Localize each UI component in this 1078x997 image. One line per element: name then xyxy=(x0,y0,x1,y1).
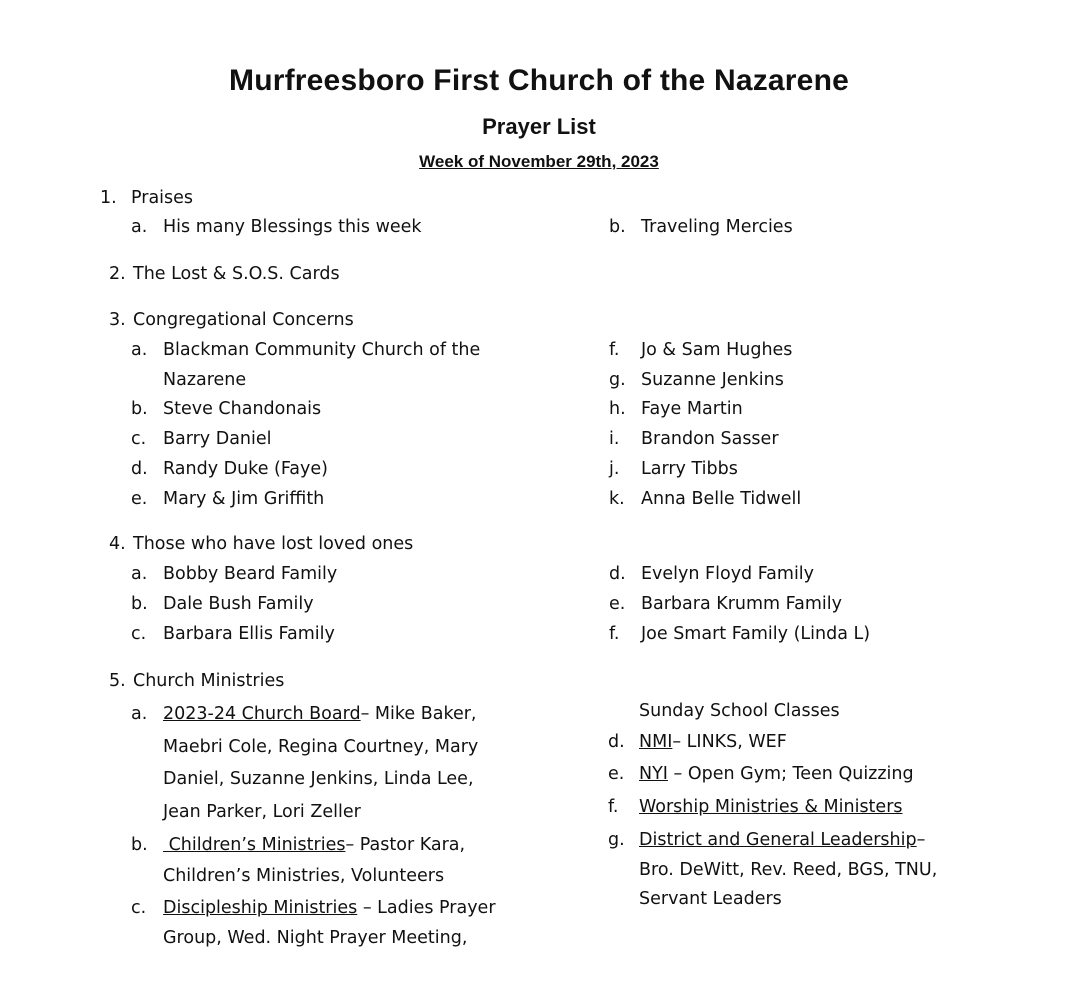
section-ministries-heading: 5. Church Ministries xyxy=(109,671,285,691)
list-item-continuation: Children’s Ministries, Volunteers xyxy=(163,866,445,886)
section-concerns-heading: 3. Congregational Concerns xyxy=(109,310,354,330)
list-item: b. Dale Bush Family xyxy=(131,594,314,614)
list-item-continuation: Daniel, Suzanne Jenkins, Linda Lee, xyxy=(163,769,474,789)
list-item: g. Suzanne Jenkins xyxy=(609,370,784,390)
list-item: a. 2023-24 Church Board– Mike Baker, xyxy=(131,704,477,724)
section-praises-heading: 1. Praises xyxy=(100,188,194,208)
worship-ministries-label: Worship Ministries & Ministers xyxy=(639,797,903,817)
list-item: b. Steve Chandonais xyxy=(131,399,322,419)
list-item: b. Children’s Ministries– Pastor Kara, xyxy=(131,835,466,855)
list-item: e. NYI – Open Gym; Teen Quizzing xyxy=(608,764,914,784)
nyi-label: NYI xyxy=(639,764,668,784)
list-item-continuation: Bro. DeWitt, Rev. Reed, BGS, TNU, xyxy=(639,860,938,880)
list-item: f. Jo & Sam Hughes xyxy=(609,340,793,360)
list-item: e. Mary & Jim Griffith xyxy=(131,489,325,509)
list-item: a. Bobby Beard Family xyxy=(131,564,338,584)
list-item: f. Joe Smart Family (Linda L) xyxy=(609,624,871,644)
list-item: f. Worship Ministries & Ministers xyxy=(608,797,903,817)
list-item: d. NMI– LINKS, WEF xyxy=(608,732,787,752)
list-item: k. Anna Belle Tidwell xyxy=(609,489,802,509)
childrens-ministries-label: Children’s Ministries xyxy=(163,835,346,855)
nmi-label: NMI xyxy=(639,732,673,752)
list-item: j. Larry Tibbs xyxy=(609,459,738,479)
district-leadership-label: District and General Leadership xyxy=(639,830,917,850)
discipleship-ministries-label: Discipleship Ministries xyxy=(163,898,358,918)
list-item-continuation: Servant Leaders xyxy=(639,889,782,909)
list-item: b. Traveling Mercies xyxy=(609,217,793,237)
document-title: Murfreesboro First Church of the Nazarene xyxy=(229,64,849,97)
list-item-continuation: Nazarene xyxy=(163,370,247,390)
list-item-continuation: Jean Parker, Lori Zeller xyxy=(163,802,361,822)
section-loved-ones-heading: 4. Those who have lost loved ones xyxy=(109,534,414,554)
list-item-continuation: Maebri Cole, Regina Courtney, Mary xyxy=(163,737,479,757)
document-subtitle: Prayer List xyxy=(482,114,596,139)
section-lost-heading: 2. The Lost & S.O.S. Cards xyxy=(109,264,340,284)
week-date: Week of November 29th, 2023 xyxy=(419,152,659,171)
list-item: h. Faye Martin xyxy=(609,399,743,419)
list-item: c. Barbara Ellis Family xyxy=(131,624,335,644)
list-item: c. Barry Daniel xyxy=(131,429,272,449)
list-item: c. Discipleship Ministries – Ladies Prayer xyxy=(131,898,496,918)
list-item: a. Blackman Community Church of the xyxy=(131,340,481,360)
list-item-continuation: Group, Wed. Night Prayer Meeting, xyxy=(163,928,468,948)
list-item: i. Brandon Sasser xyxy=(609,429,779,449)
list-item: g. District and General Leadership– xyxy=(608,830,926,850)
church-board-label: 2023-24 Church Board xyxy=(163,704,361,724)
list-item-continuation: Sunday School Classes xyxy=(639,701,840,721)
list-item: d. Randy Duke (Faye) xyxy=(131,459,328,479)
list-item: d. Evelyn Floyd Family xyxy=(609,564,815,584)
list-item: a. His many Blessings this week xyxy=(131,217,422,237)
list-item: e. Barbara Krumm Family xyxy=(609,594,842,614)
